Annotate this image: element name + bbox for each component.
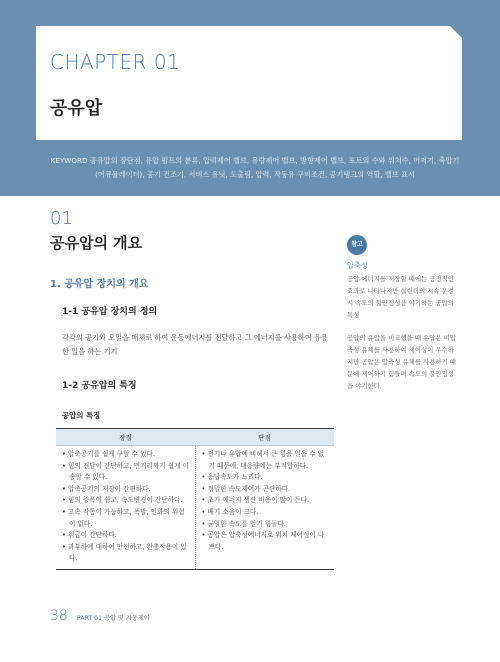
list-item: • 공압은 압축성에너지로 위치 제어성이 나쁘다.	[202, 530, 331, 553]
chapter-title: 공유압	[50, 98, 103, 119]
subsection-1-1-body: 각각의 공기와 오일을 매체로 하여 운동에너지를 전달하고 그 에너지를 사용하여 유용한 일을 하는 기기	[62, 333, 328, 356]
list-item: • 균일한 속도를 얻기 힘들다.	[202, 519, 331, 531]
list-item: • 고속 작동이 가능하고, 폭발, 인화의 위험이 없다.	[62, 507, 191, 530]
list-item: • 전기나 유압에 비해서 큰 힘을 얻을 수 없기 때문에, 대응량에는 부적합하다.	[202, 449, 331, 472]
cons-cell	[195, 446, 334, 570]
note-heading: 압축성	[347, 261, 368, 270]
table-caption: 공압의 특징	[62, 411, 101, 420]
table-header-pros: 장점	[56, 429, 195, 446]
list-item: • 정밀한 속도제어가 곤란하다.	[202, 484, 331, 496]
page-number: 38	[50, 608, 68, 624]
list-item: • 배기 소음이 크다.	[202, 507, 331, 519]
table-row	[56, 446, 334, 570]
footer-part: PART 01	[77, 615, 103, 622]
note-paragraph-1: 공압 에너지를 저장할 때에는 긍정적인 효과로 나타나지만 실린더의 저속 운전 시 속도의 불안정성을 야기하는 공압의 특성	[347, 275, 454, 319]
footer-part-title: 공압 및 자동제어	[104, 615, 150, 622]
chapter-box-notch	[450, 26, 462, 38]
list-item: • 압축공기를 쉽게 구할 수 있다.	[62, 449, 191, 461]
note-badge-icon: 참고	[347, 235, 367, 255]
section-title: 공유압의 개요	[50, 234, 143, 252]
list-item: • 과부하에 대하여 안전하고, 완충작용이 있다.	[62, 542, 191, 565]
subsection-1-1-heading: 1-1 공유압 장치의 정의	[62, 307, 158, 317]
features-table	[56, 428, 334, 570]
list-item: • 힘의 전달이 간단하고, 먼거리까지 쉽게 이송할 수 있다.	[62, 461, 191, 484]
list-item: • 압축공기의 저장이 간편하다.	[62, 484, 191, 496]
list-item: • 취급이 간단하다.	[62, 530, 191, 542]
section-number: 01	[50, 208, 73, 229]
running-footer	[77, 613, 150, 622]
chapter-title-box	[36, 26, 462, 140]
table-header-cons: 단점	[195, 429, 334, 446]
keyword-line: KEYWORD 공유압의 장단점, 유압 펌프의 분류, 압력제어 밸브, 유량제어 밸브, 방향제어 밸브, 포트의 수와 위치수, 어저기, 축압기(어큐뮬레이터), 공기 건조기, 서비스 유닛, 도출림, 압력, 작동유 구비조건, 공기탱크의 역할, 밸브 표시	[50, 156, 460, 179]
pros-cell	[56, 446, 195, 570]
list-item: • 초기 에너지 생산 비용이 많이 든다.	[202, 495, 331, 507]
list-item: • 응답속도가 느리다.	[202, 472, 331, 484]
list-item: • 힘의 증폭이 쉽고, 속도변경이 간단하다.	[62, 495, 191, 507]
note-paragraph-2: 공압의 유압을 비교했을 때 유압은 비압축성 유체를 사용하여 제어성이 우수하지만 공압은 압축성 유체를 사용하기 때문에 제어하기 힘들며 속도의 불안정성을 야기한다.	[347, 334, 456, 390]
subsection-1-2-heading: 1-2 공유압의 특징	[62, 381, 137, 391]
chapter-label: CHAPTER 01	[50, 50, 181, 74]
subsection-heading: 1. 공유압 장치의 개요	[50, 279, 149, 290]
